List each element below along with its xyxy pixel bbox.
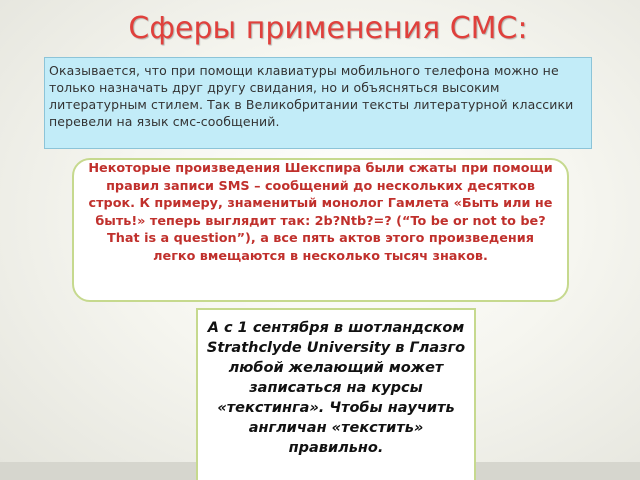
slide-title: Сферы применения СМС:	[128, 11, 528, 46]
course-text-box: А с 1 сентября в шотландском Strathclyde University в Глазго любой желающий может записаться на курсы «текстинга». Чтобы научить англичан «текстить» правильно.	[196, 308, 476, 480]
intro-text-box: Оказывается, что при помощи клавиатуры мобильного телефона можно не только назначать друг другу свидания, но и объясняться высоким литературным стилем. Так в Великобритании тексты литературной классики перевели на язык смс-сообщений.	[44, 57, 592, 149]
shakespeare-text-box: Некоторые произведения Шекспира были сжаты при помощи правил записи SMS – сообщений до нескольких десятков строк. К примеру, знаменитый монолог Гамлета «Быть или не быть!» теперь выглядит так: 2b?Ntb?=? (“To be or not to be? That is a question”), а все пять актов этого произведения легко вмещаются в несколько тысяч знаков.	[72, 158, 569, 302]
